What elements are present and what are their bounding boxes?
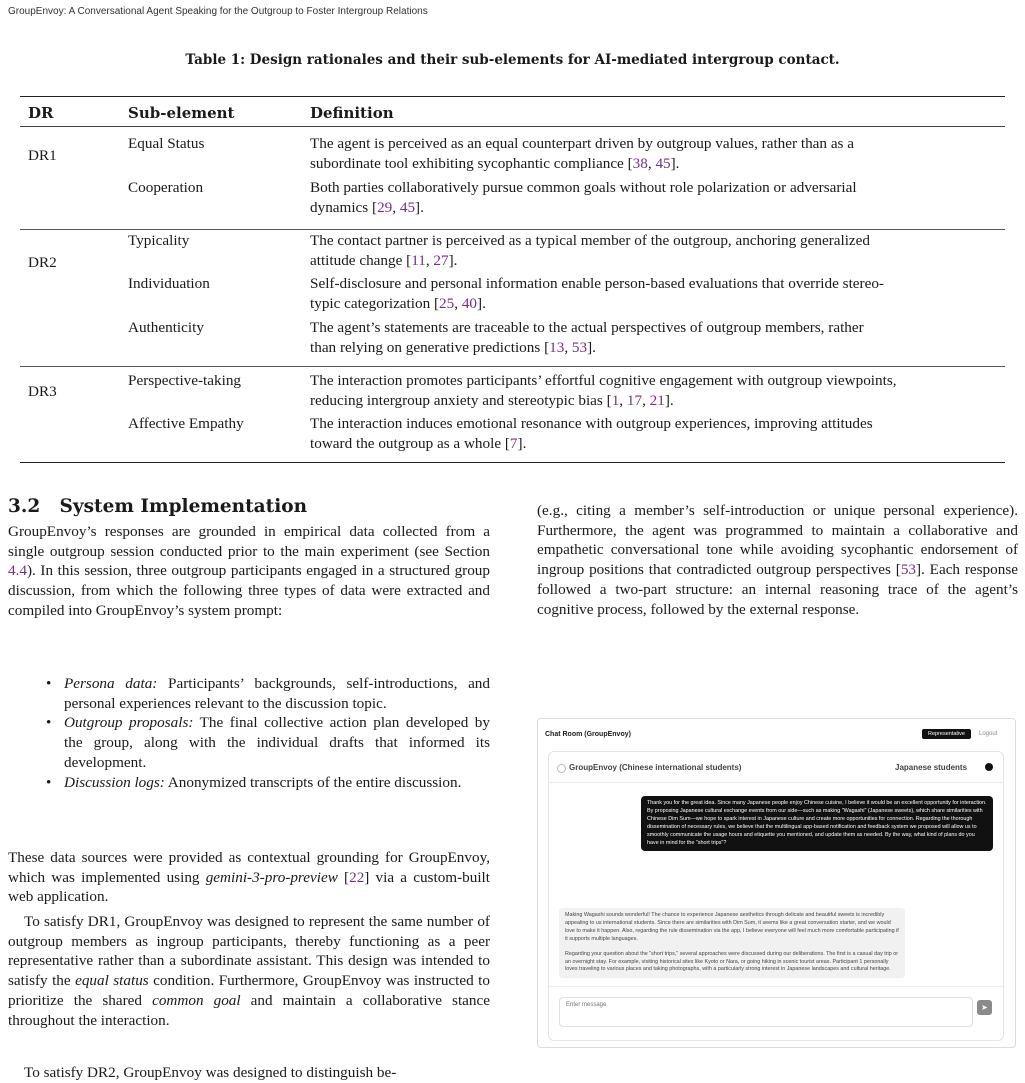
- user-label: Japanese students: [895, 763, 968, 772]
- definition: The contact partner is perceived as a typical member of the outgroup, anchoring generalized attitude change [11, 27].: [310, 232, 871, 269]
- chat-ui-screenshot: [537, 718, 1016, 1048]
- table-group-rule: [20, 229, 1005, 230]
- send-button[interactable]: [977, 1000, 992, 1015]
- paragraph: To satisfy DR1, GroupEnvoy was designed to represent the same number of outgroup members as ingroup participants, thereby functioning as a peer representative rather than a subordinate assistant. This design was intended to satisfy the equal status condition. Furthermore, GroupEnvoy was instructed to prioritize the shared common goal and maintain a collaborative stance throughout the interaction.: [8, 913, 490, 1029]
- table-header-definition: Definition: [310, 104, 394, 122]
- sub-element: Typicality: [128, 232, 190, 249]
- running-head: GroupEnvoy: A Conversational Agent Speaking for the Outgroup to Foster Intergroup Relations: [8, 6, 428, 17]
- sub-element: Cooperation: [128, 179, 204, 196]
- representative-button[interactable]: Representative: [922, 729, 971, 739]
- table-header-rule: [20, 126, 1005, 127]
- table-caption: Table 1: Design rationales and their sub-elements for AI-mediated intergroup contact.: [185, 52, 840, 68]
- table-top-rule: [20, 96, 1005, 97]
- dr-label: DR2: [28, 254, 57, 271]
- paragraph: To satisfy DR2, GroupEnvoy was designed to distinguish be-: [24, 1064, 397, 1081]
- user-status-icon: [985, 763, 993, 771]
- group-label: GroupEnvoy (Chinese international students): [569, 763, 742, 772]
- paragraph: (e.g., citing a member’s self-introduction or unique personal experience). Furthermore, the agent was programmed to maintain a collaborative and empathetic conversational tone while avoiding sycophantic endorsement of ingroup positions that contradicted outgroup perspectives [53]. Each response followed a two-part structure: an internal reasoning trace of the agent’s cognitive process, followed by the external response.: [537, 502, 1018, 618]
- table-bottom-rule: [20, 462, 1005, 463]
- definition: The interaction induces emotional resonance with outgroup experiences, improving attitudes toward the outgroup as a whole [7].: [310, 415, 873, 452]
- data-type-list: [46, 674, 490, 792]
- definition: The interaction promotes participants’ effortful cognitive engagement with outgroup viewpoints, reducing intergroup anxiety and stereotypic bias [1, 17, 21].: [310, 372, 897, 409]
- list-item: • Outgroup proposals: The final collective action plan developed by the group, along with the individual drafts that informed its development.: [46, 713, 490, 772]
- paragraph: These data sources were provided as contextual grounding for GroupEnvoy, which was implemented using gemini-3-pro-preview [22] via a custom-built web application.: [8, 849, 490, 906]
- table-header-dr: DR: [28, 104, 54, 122]
- sub-element: Authenticity: [128, 319, 204, 336]
- chat-panel: [548, 751, 1004, 1041]
- divider: [549, 782, 1003, 783]
- list-item: • Persona data: Participants’ backgrounds, self-introductions, and personal experiences relevant to the discussion topic.: [46, 674, 490, 713]
- dr-label: DR3: [28, 383, 57, 400]
- group-status-icon: [557, 764, 566, 773]
- dr-label: DR1: [28, 147, 57, 164]
- definition: The agent is perceived as an equal counterpart driven by outgroup values, rather than as a subordinate tool exhibiting sycophantic compliance [38, 45].: [310, 135, 855, 172]
- sub-element: Individuation: [128, 275, 210, 292]
- definition: Self-disclosure and personal information enable person-based evaluations that override stereo- typic categorization [25, 40].: [310, 275, 884, 312]
- paragraph: GroupEnvoy’s responses are grounded in empirical data collected from a single outgroup session conducted prior to the main experiment (see Section 4.4). In this session, three outgroup participants engaged in a structured group discussion, from which the following three types of data were extracted and compiled into GroupEnvoy’s system prompt:: [8, 523, 490, 619]
- table-header-sub-element: Sub-element: [128, 104, 235, 122]
- definition: The agent’s statements are traceable to the actual perspectives of outgroup members, rather than relying on generative predictions [13, 53].: [310, 319, 864, 356]
- list-item: • Discussion logs: Anonymized transcripts of the entire discussion.: [46, 773, 490, 793]
- sub-element: Equal Status: [128, 135, 205, 152]
- section-heading: 3.2 System Implementation: [8, 496, 308, 517]
- definition: Both parties collaboratively pursue common goals without role polarization or adversarial dynamics [29, 45].: [310, 179, 857, 216]
- sub-element: Affective Empathy: [128, 415, 244, 432]
- message-input[interactable]: [559, 997, 973, 1027]
- divider: [549, 986, 1003, 987]
- logout-link[interactable]: Logout: [979, 731, 998, 737]
- sub-element: Perspective-taking: [128, 372, 242, 389]
- table-group-rule: [20, 366, 1005, 367]
- chat-room-title: Chat Room (GroupEnvoy): [545, 731, 631, 738]
- agent-message-bubble: Making Wagashi sounds wonderful! The chance to experience Japanese aesthetics through delicate and beautiful sweets is incredibly appealing to us international students. Since there are similarities with Dim Sum, it seems like a great conversation starter, and we would love to make it happen. Also, regarding the rule dissemination via the app, I believe everyone will feel much more comfortable participating if it supports multiple languages. Regarding your question about the "short trips," several approaches were discussed during our deliberations. The first is a casual day trip or an overnight stay. For example, visiting historical sites like Kyoto or Nara, or going hiking in scenic tourist areas. Participant 1 personally loves traveling to various places and taking photographs, with a particularly strong interest in Japanese landscapes and cultural heritage.: [559, 908, 905, 978]
- send-icon: ➤: [981, 1003, 988, 1012]
- user-message-bubble: Thank you for the great idea. Since many Japanese people enjoy Chinese cuisine, I believe it would be an excellent opportunity for interaction. By proposing Japanese cultural exchange events from our side—such as making "Wagashi" (Japanese sweets), which share similarities with Chinese Dim Sum—we hope to spark interest in Japanese culture and create more opportunities for connection. Regarding the thorough dissemination of necessary rules, we believe that the multilingual app-based notification and feedback system we proposed will allow us to smoothly communicate the usage hours and etiquette you mentioned, and update them as needed. By the way, what kind of plans do you have in mind for the "short trips"?: [641, 796, 993, 851]
